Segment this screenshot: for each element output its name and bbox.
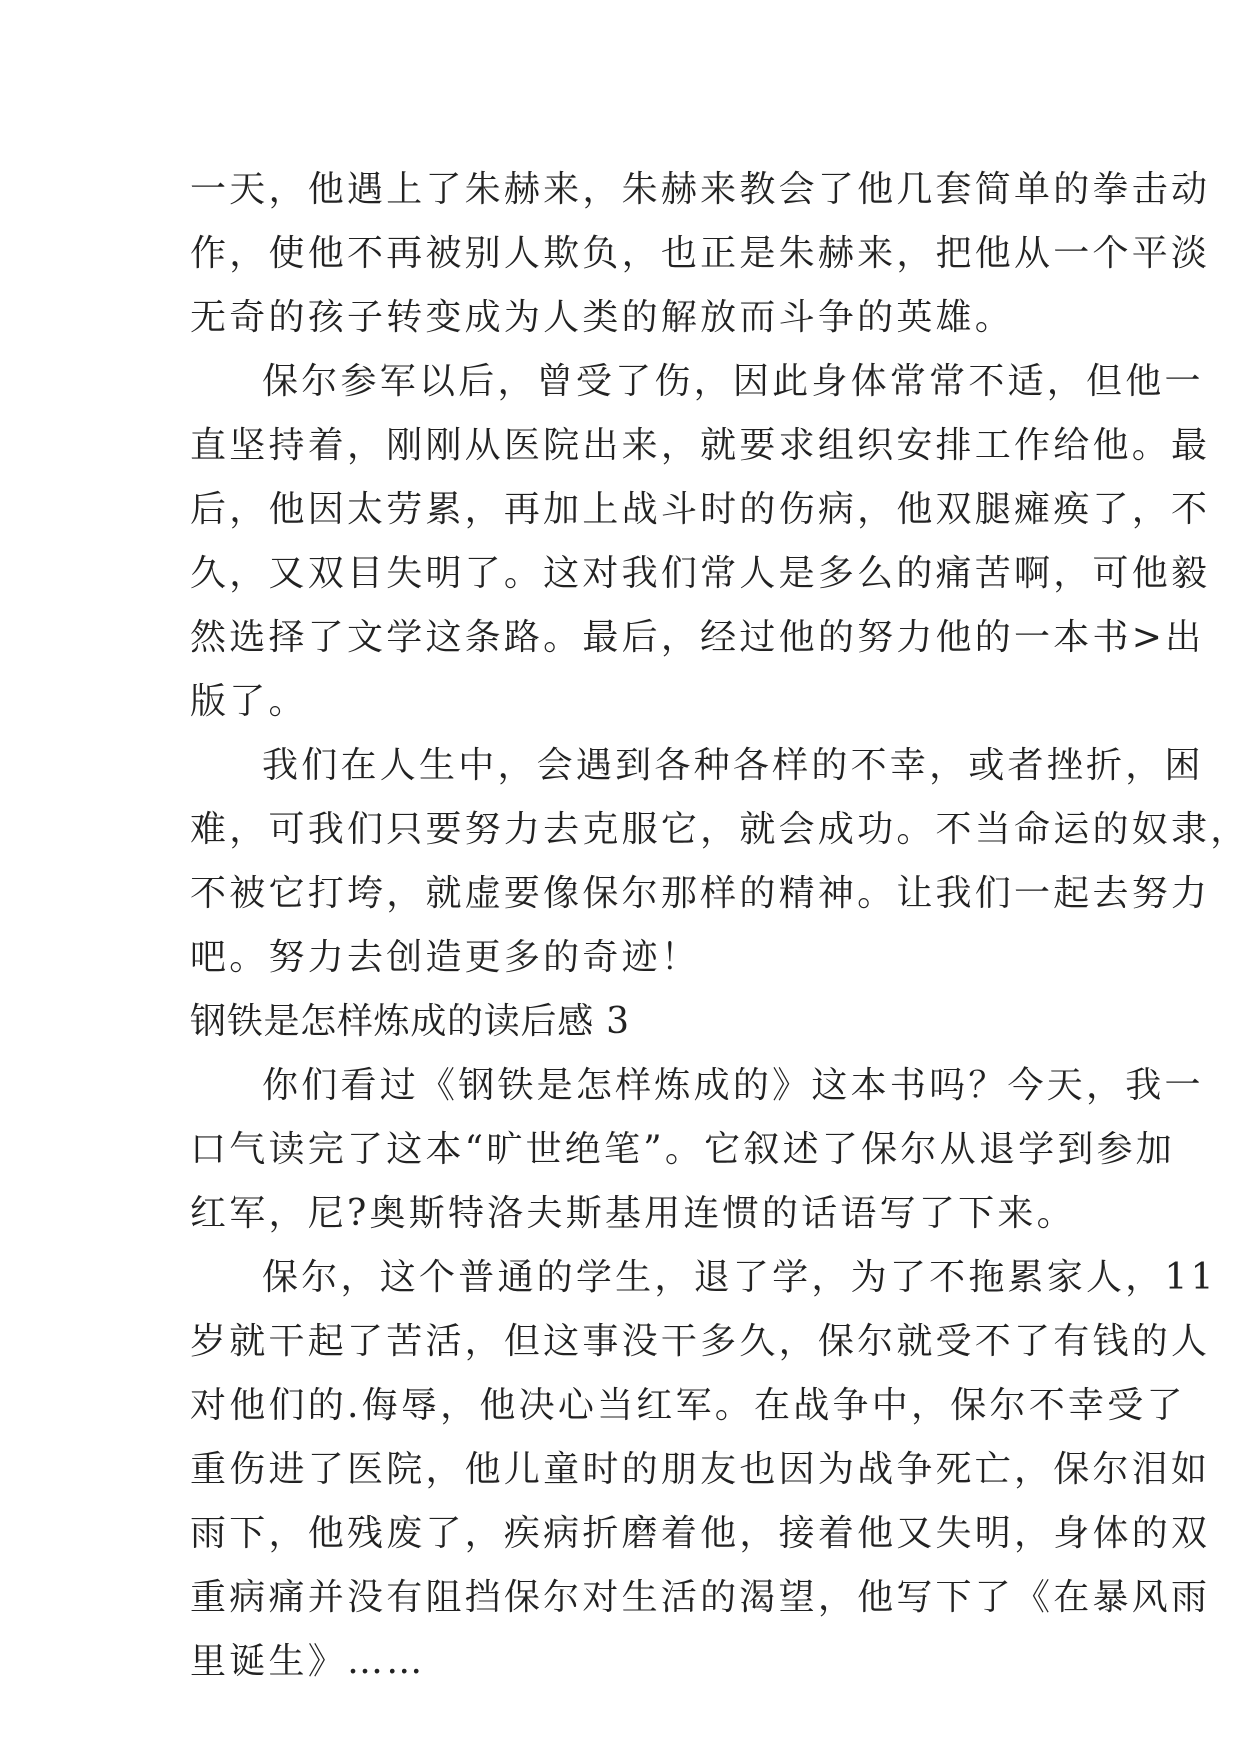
text-line: 不被它打垮，就虚要像保尔那样的精神。让我们一起去努力 [190,873,1211,914]
text-line: 难，可我们只要努力去克服它，就会成功。不当命运的奴隶， [190,809,1249,850]
text-line: 雨下，他残废了，疾病折磨着他，接着他又失明，身体的双 [190,1513,1211,1554]
text-line: 对他们的.侮辱，他决心当红军。在战争中，保尔不幸受了 [190,1385,1186,1426]
text-line: 后，他因太劳累，再加上战斗时的伤病，他双腿瘫痪了，不 [190,489,1211,530]
text-line: 保尔参军以后，曾受了伤，因此身体常常不适，但他一 [262,361,1204,402]
text-line: 直坚持着，刚刚从医院出来，就要求组织安排工作给他。最 [190,425,1211,466]
text-line: 口气读完了这本“旷世绝笔”。它叙述了保尔从退学到参加 [190,1129,1176,1170]
text-line: 岁就干起了苦活，但这事没干多久，保尔就受不了有钱的人 [190,1321,1211,1362]
text-line: 吧。努力去创造更多的奇迹！ [190,937,701,978]
text-line: 版了。 [190,681,308,722]
section-heading: 钢铁是怎样炼成的读后感 3 [190,1001,630,1042]
text-line: 作，使他不再被别人欺负，也正是朱赫来，把他从一个平淡 [190,233,1211,274]
text-line: 里诞生》…… [190,1641,426,1682]
document-body [190,158,1249,1694]
text-line: 你们看过《钢铁是怎样炼成的》这本书吗？今天，我一 [262,1065,1204,1106]
text-line: 一天，他遇上了朱赫来，朱赫来教会了他几套简单的拳击动 [190,169,1211,210]
text-line: 重病痛并没有阻挡保尔对生活的渴望，他写下了《在暴风雨 [190,1577,1211,1618]
text-line: 我们在人生中，会遇到各种各样的不幸，或者挫折，困 [262,745,1204,786]
text-line: 重伤进了医院，他儿童时的朋友也因为战争死亡，保尔泪如 [190,1449,1211,1490]
text-line: 久，又双目失明了。这对我们常人是多么的痛苦啊，可他毅 [190,553,1211,594]
text-line: 无奇的孩子转变成为人类的解放而斗争的英雄。 [190,297,1015,338]
text-line: 红军，尼?奥斯特洛夫斯基用连惯的话语写了下来。 [190,1193,1076,1234]
text-line: 保尔，这个普通的学生，退了学，为了不拖累家人，11 [262,1257,1217,1298]
text-line: 然选择了文学这条路。最后，经过他的努力他的一本书>出 [190,617,1205,658]
